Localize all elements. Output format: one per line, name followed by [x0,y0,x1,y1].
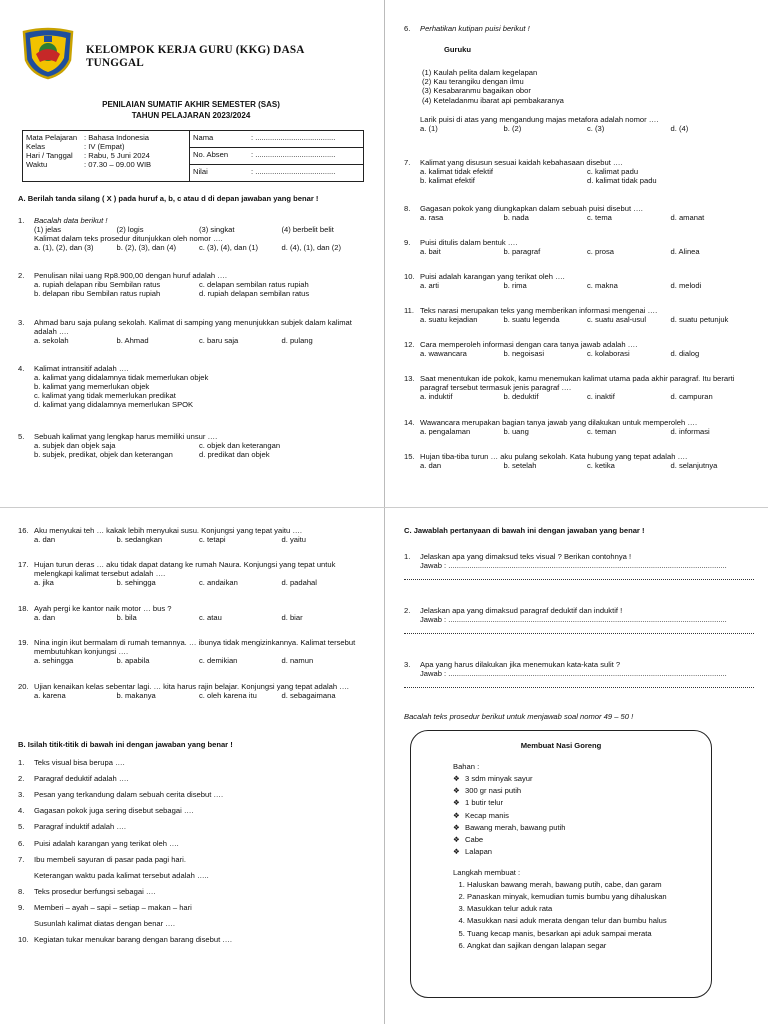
student-info-table [22,130,364,182]
ingredients-list [411,774,711,856]
exam-title: PENILAIAN SUMATIF AKHIR SEMESTER (SAS) [102,100,280,109]
section-a-heading: A. Berilah tanda silang ( X ) pada huruf a, b, c atau d di depan jawaban yang benar ! [18,194,319,203]
list-item: ❖ 3 sdm minyak sayur [453,774,533,784]
question-14: 14. Wawancara merupakan bagian tanya jawab yang dilakukan untuk memperoleh …. a. pengalaman b. uang c. teman d. informasi [404,418,710,437]
student-fields-cell[interactable]: Nama : ...................................... No. Absen : ...................................... Nilai : ...................................... [190,131,364,182]
question-10: 10. Puisi adalah karangan yang terikat oleh …. a. arti b. rima c. makna d. melodi [404,272,702,291]
essay-question-1: 1. Jelaskan apa yang dimaksud teks visual ? Berikan contohnya ! Jawab : .................................................................................................................................... [404,552,754,580]
list-item: ❖ 300 gr nasi putih [453,786,522,796]
fill-item[interactable]: 8. Teks prosedur berfungsi sebagai …. [18,886,156,896]
recipe-title: Membuat Nasi Goreng [520,741,602,750]
question-19: 19. Nina ingin ikut bermalam di rumah temannya. … ibunya tidak mengizinkannya. Kalimat tersebut membutuhkan konjungsi …. a. sehingga b. apabila c. demikian d. namun [18,638,356,666]
list-item: 6. Angkat dan sajikan dengan lalapan segar [467,941,711,950]
question-5: 5. Sebuah kalimat yang lengkap harus memiliki unsur …. a. subjek dan objek saja c. objek dan keterangan b. subjek, predikat, objek dan keterangan d. predikat dan objek [18,432,281,460]
question-17: 17. Hujan turun deras … aku tidak dapat datang ke rumah Naura. Konjungsi yang tepat untuk melengkapi kalimat tersebut adalah …. a. jika b. sehingga c. andaikan d. padahal [18,560,336,588]
fill-item[interactable]: 4. Gagasan pokok juga sering disebut sebagai …. [18,806,194,816]
question-18: 18. Ayah pergi ke kantor naik motor … bus ? a. dan b. bila c. atau d. biar [18,604,303,623]
exam-info-cell: Mata Pelajaran : Bahasa Indonesia Kelas : IV (Empat) Hari / Tanggal : Rabu, 5 Juni 2024 Waktu : 07.30 – 09.00 WIB [23,131,190,182]
answer-line[interactable]: Jawab : .................................................................................................................................... [420,615,727,625]
diamond-bullet-icon: ❖ [453,834,460,844]
question-1: 1. Bacalah data berikut ! (1) jelas (2) logis (3) singkat (4) berbelit belit Kalimat dalam teks prosedur ditunjukkan oleh nomor …. a. (1), (2), dan (3) b. (2), (3), dan (4) c. (3), (4), dan (1) d. (4), (1), dan (2) [18,216,342,253]
fill-item[interactable]: 9. Memberi – ayah – sapi – setiap – makan – hari Susunlah kalimat diatas dengan benar …. [18,902,192,929]
diamond-bullet-icon: ❖ [453,810,460,820]
question-9: 9. Puisi ditulis dalam bentuk …. a. bait b. paragraf c. prosa d. Alinea [404,238,700,257]
question-7: 7. Kalimat yang disusun sesuai kaidah kebahasaan disebut …. a. kalimat tidak efektif c. kalimat padu b. kalimat efektif d. kalimat tidak padu [404,158,657,186]
page-2-left [18,522,364,1002]
steps-list [411,880,711,950]
question-20: 20. Ujian kenaikan kelas sebentar lagi. … kita harus rajin belajar. Konjungsi yang tepat adalah …. a. karena b. makanya c. oleh karena itu d. sebagaimana [18,682,349,701]
fill-item[interactable]: 1. Teks visual bisa berupa …. [18,758,125,767]
school-name: KELOMPOK KERJA GURU (KKG) DASA TUNGGAL [86,44,304,70]
answer-line-2[interactable] [404,678,754,688]
fill-item[interactable]: 10. Kegiatan tukar menukar barang dengan barang disebut …. [18,935,232,945]
exam-year: TAHUN PELAJARAN 2023/2024 [131,111,251,120]
list-item: 1. Haluskan bawang merah, bawang putih, cabe, dan garam [467,880,711,889]
list-item: 4. Masukkan nasi aduk merata dengan telur dan bumbu halus [467,916,711,925]
fill-item[interactable]: 5. Paragraf induktif adalah …. [18,822,127,832]
fill-item[interactable]: 3. Pesan yang terkandung dalam sebuah cerita disebut …. [18,790,224,800]
list-item: ❖ Cabe [453,834,484,844]
question-8: 8. Gagasan pokok yang diungkapkan dalam sebuah puisi disebut …. a. rasa b. nada c. tema d. amanat [404,204,705,223]
question-2: 2. Penulisan nilai uang Rp8.900,00 dengan huruf adalah …. a. rupiah delapan ribu Sembilan ratus c. delapan sembilan ratus rupiah b. delapan ribu Sembilan ratus rupiah d. rupiah delapan sembilan ratus [18,271,310,299]
column-divider [384,0,385,1024]
list-item: 2. Panaskan minyak, kemudian tumis bumbu yang dihaluskan [467,892,711,901]
fill-item[interactable]: 2. Paragraf deduktif adalah …. [18,774,129,784]
list-item: ❖ 1 butir telur [453,798,503,808]
diamond-bullet-icon: ❖ [453,786,460,796]
diamond-bullet-icon: ❖ [453,774,460,784]
fill-item[interactable]: 7. Ibu membeli sayuran di pasar pada pagi hari. Keterangan waktu pada kalimat tersebut adalah ….. [18,854,209,880]
answer-line-2[interactable] [404,624,754,634]
section-c-heading: C. Jawablah pertanyaan di bawah ini dengan jawaban yang benar ! [404,526,645,535]
answer-line[interactable]: Jawab : .................................................................................................................................... [420,669,727,679]
question-3: 3. Ahmad baru saja pulang sekolah. Kalimat di samping yang menunjukkan subjek dalam kalimat adalah …. a. sekolah b. Ahmad c. baru saja d. pulang [18,318,352,346]
fill-item[interactable]: 6. Puisi adalah karangan yang terikat oleh …. [18,838,179,848]
page-divider [0,507,768,508]
section-b-heading: B. Isilah titik-titik di bawah ini dengan jawaban yang benar ! [18,740,233,749]
answer-line-2[interactable] [404,570,754,580]
recipe-box [410,730,712,998]
question-13: 13. Saat menentukan ide pokok, kamu menemukan kalimat utama pada akhir paragraf. Itu berarti paragraf tersebut termasuk jenis paragraf …. a. induktif b. deduktif c. inaktif d. campuran [404,374,735,402]
page-2-right [404,522,754,1002]
question-12: 12. Cara memperoleh informasi dengan cara tanya jawab adalah …. a. wawancara b. negoisasi c. kolaborasi d. dialog [404,340,700,359]
list-item: ❖ Lalapan [453,846,493,856]
question-6: 6. Perhatikan kutipan puisi berikut ! Guruku (1) Kaulah pelita dalam kegelapan (2) Kau terangiku dengan ilmu (3) Kesabaranmu bagaikan obor (4) Keteladanmu ibarat api pembakaranya Larik puisi di atas yang mengandung majas metafora adalah nomor …. a. (1) b. (2) c. (3) d. (4) [404,24,754,133]
ingredients-label: Bahan : [453,762,480,772]
diamond-bullet-icon: ❖ [453,822,460,832]
reading-instruction: Bacalah teks prosedur berikut untuk menjawab soal nomor 49 – 50 ! [404,712,634,721]
essay-question-3: 3. Apa yang harus dilakukan jika menemukan kata-kata sulit ? Jawab : .................................................................................................................................... [404,660,754,688]
answer-line[interactable]: Jawab : .................................................................................................................................... [420,561,727,571]
question-11: 11. Teks narasi merupakan teks yang memberikan informasi mengenai …. a. suatu kejadian b. suatu legenda c. suatu asal-usul d. suatu petunjuk [404,306,729,325]
question-16: 16. Aku menyukai teh … kakak lebih menyukai susu. Konjungsi yang tepat yaitu …. a. dan b. sedangkan c. tetapi d. yaitu [18,526,306,545]
question-4: 4. Kalimat intransitif adalah …. a. kalimat yang didalamnya tidak memerlukan objek b. kalimat yang memerlukan objek c. kalimat yang tidak memerlukan predikat d. kalimat yang didalamnya memerlukan SPOK [18,364,209,410]
poem-title: Guruku [444,45,472,55]
list-item: 5. Tuang kecap manis, besarkan api aduk sampai merata [467,929,711,938]
list-item: ❖ Kecap manis [453,810,509,820]
page-1-right [404,20,754,490]
section-b-list [18,758,364,951]
steps-label: Langkah membuat : [453,867,521,877]
question-15: 15. Hujan tiba-tiba turun … aku pulang sekolah. Kata hubung yang tepat adalah …. a. dan b. setelah c. ketika d. selanjutnya [404,452,718,471]
list-item: ❖ Bawang merah, bawang putih [453,822,566,832]
diamond-bullet-icon: ❖ [453,846,460,856]
essay-question-2: 2. Jelaskan apa yang dimaksud paragraf deduktif dan induktif ! Jawab : .................................................................................................................................... [404,606,754,634]
page-1-left [18,20,364,490]
diamond-bullet-icon: ❖ [453,798,460,808]
kkg-logo-icon [20,24,76,80]
list-item: 3. Masukkan telur aduk rata [467,904,711,913]
